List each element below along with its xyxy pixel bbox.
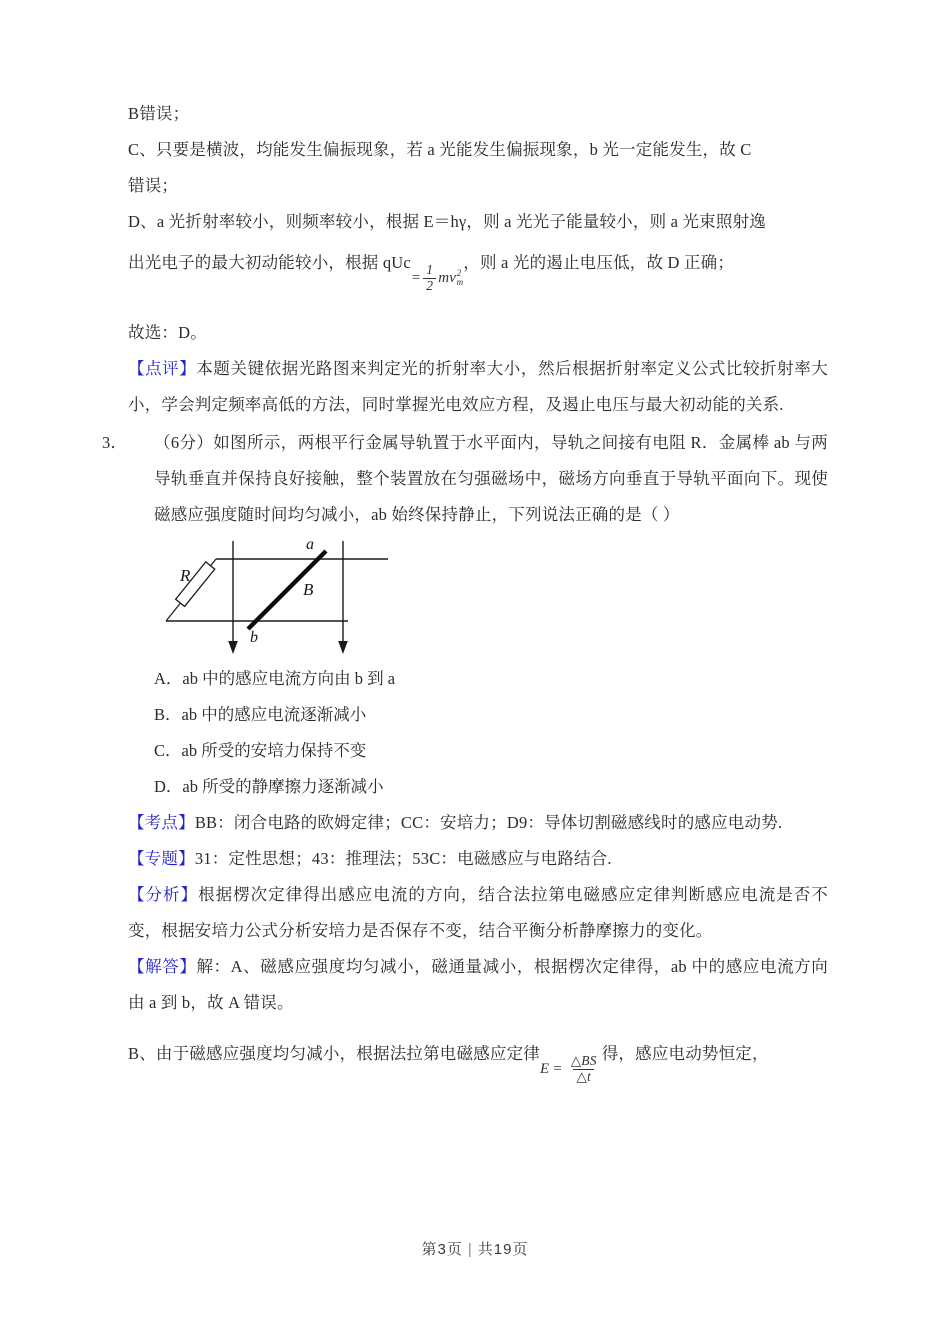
option-a-text: ab 中的感应电流方向由 b 到 a	[182, 669, 396, 689]
fenxi-text: 根据楞次定律得出感应电流的方向，结合法拉第电磁感应定律判断感应电流是否不变，根据安培力公式分析安培力是否保存不变，结合平衡分析静摩擦力的变化。	[128, 885, 828, 941]
formula-qUc-supsub	[457, 269, 464, 287]
question-number: 3．	[102, 433, 128, 453]
field-arrow-left	[228, 541, 238, 654]
footer-total-suffix: 页	[512, 1241, 529, 1258]
comment-marker: 【点评】	[128, 359, 197, 379]
option-b[interactable]	[128, 697, 828, 733]
figure-label-B: B	[303, 580, 314, 600]
solution-line-d-cont	[128, 240, 828, 301]
comment-block	[128, 351, 828, 423]
kaodian-text: BB：闭合电路的欧姆定律；CC：安培力；D9：导体切割磁感线时的感应电动势.	[194, 813, 783, 833]
figure-label-R: R	[180, 566, 191, 586]
figure-label-a: a	[306, 537, 314, 554]
footer-page-prefix: 第	[421, 1241, 438, 1258]
formula-qUc-sup: 2	[456, 268, 462, 279]
formula-qUc-fraction	[423, 263, 436, 293]
question-3	[102, 425, 828, 533]
formula-qUc-eq: =	[410, 270, 422, 287]
formula-qUc-denominator: 2	[423, 278, 436, 294]
formula-qUc-numerator: 1	[426, 261, 434, 277]
solution-line-d-cont-post: ，则 a 光的遏止电压低，故 D 正确；	[463, 253, 735, 272]
footer-total-pages: 19	[493, 1241, 513, 1258]
zhuanti-text: 31：定性思想；43：推理法；53C：电磁感应与电路结合.	[194, 849, 612, 869]
formula-faraday-emf	[540, 1045, 602, 1092]
footer-total-prefix: 共	[477, 1241, 494, 1258]
option-a-key: A．	[154, 669, 183, 689]
solution-line-b: B错误；	[128, 104, 190, 123]
metal-bar-ab	[248, 551, 326, 629]
jieda-marker: 【解答】	[128, 957, 197, 977]
formula-E-eq: =	[552, 1061, 563, 1078]
page-content	[102, 96, 828, 1092]
footer-separator: |	[467, 1241, 473, 1258]
kaodian-marker: 【考点】	[128, 813, 195, 833]
formula-qUc-sub: m	[456, 277, 464, 288]
formula-E-denominator: △t	[573, 1069, 594, 1085]
solution-line-c: C、只要是横波，均能发生偏振现象，若 a 光能发生偏振现象，b 光一定能发生，故 C	[128, 140, 752, 159]
formula-E-fraction	[568, 1054, 600, 1084]
zhuanti-block	[128, 841, 828, 877]
option-d[interactable]	[128, 769, 828, 805]
jieda-text-b-post: 得，感应电动势恒定，	[601, 1044, 769, 1064]
fenxi-block	[128, 877, 828, 949]
formula-E-numerator: △BS	[570, 1052, 597, 1068]
option-a[interactable]	[128, 661, 828, 697]
jieda-block	[128, 949, 828, 1021]
option-c[interactable]	[128, 733, 828, 769]
jieda-block-b	[128, 1031, 828, 1092]
solution-line-d: D、a 光折射率较小，则频率较小，根据 E＝hγ，则 a 光光子能量较小，则 a 光束照射逸	[128, 212, 766, 231]
zhuanti-marker: 【专题】	[128, 849, 195, 869]
option-d-key: D．	[154, 777, 183, 797]
question-score: （6分）	[154, 433, 214, 453]
page-footer	[0, 1238, 950, 1259]
jieda-text-a: 解：A、磁感应强度均匀减小，磁通量减小，根据楞次定律得，ab 中的感应电流方向由 a 到 b，故 A 错误。	[128, 957, 828, 1013]
formula-E-lhs: E	[540, 1061, 550, 1078]
physics-figure-rails-and-bar	[158, 537, 448, 657]
question-stem: 如图所示，两根平行金属导轨置于水平面内，导轨之间接有电阻 R．金属棒 ab 与两导轨垂直并保持良好接触，整个装置放在匀强磁场中，磁场方向垂直于导轨平面向下。现使磁感应强度随时间均匀减小，ab 始终保持静止，下列说法正确的是（ ）	[154, 433, 828, 525]
solution-line-c-cont: 错误；	[128, 176, 179, 195]
footer-page-suffix: 页	[446, 1241, 463, 1258]
jieda-text-b-pre: B、由于磁感应强度均匀减小，根据法拉第电磁感应定律	[128, 1044, 541, 1064]
option-b-key: B．	[154, 705, 182, 725]
solution-line-d-cont-pre: 出光电子的最大初动能较小，根据 qUc	[128, 253, 411, 272]
footer-page-number: 3	[437, 1241, 447, 1258]
option-c-key: C．	[154, 741, 182, 761]
option-d-text: ab 所受的静摩擦力逐渐减小	[182, 777, 384, 797]
figure-svg	[158, 537, 448, 657]
field-arrow-right	[338, 541, 348, 654]
formula-stopping-voltage	[411, 254, 463, 301]
fenxi-marker: 【分析】	[128, 885, 199, 905]
comment-text: 本题关键依据光路图来判定光的折射率大小，然后根据折射率定义公式比较折射率大小，学会判定频率高低的方法，同时掌握光电效应方程，及遏止电压与最大初动能的关系.	[128, 359, 828, 415]
formula-qUc-body: mv	[438, 270, 457, 287]
option-c-text: ab 所受的安培力保持不变	[181, 741, 367, 761]
kaodian-block	[128, 805, 828, 841]
final-answer-line: 故选：D。	[128, 323, 207, 343]
figure-label-b: b	[250, 629, 258, 647]
option-b-text: ab 中的感应电流逐渐减小	[181, 705, 367, 725]
